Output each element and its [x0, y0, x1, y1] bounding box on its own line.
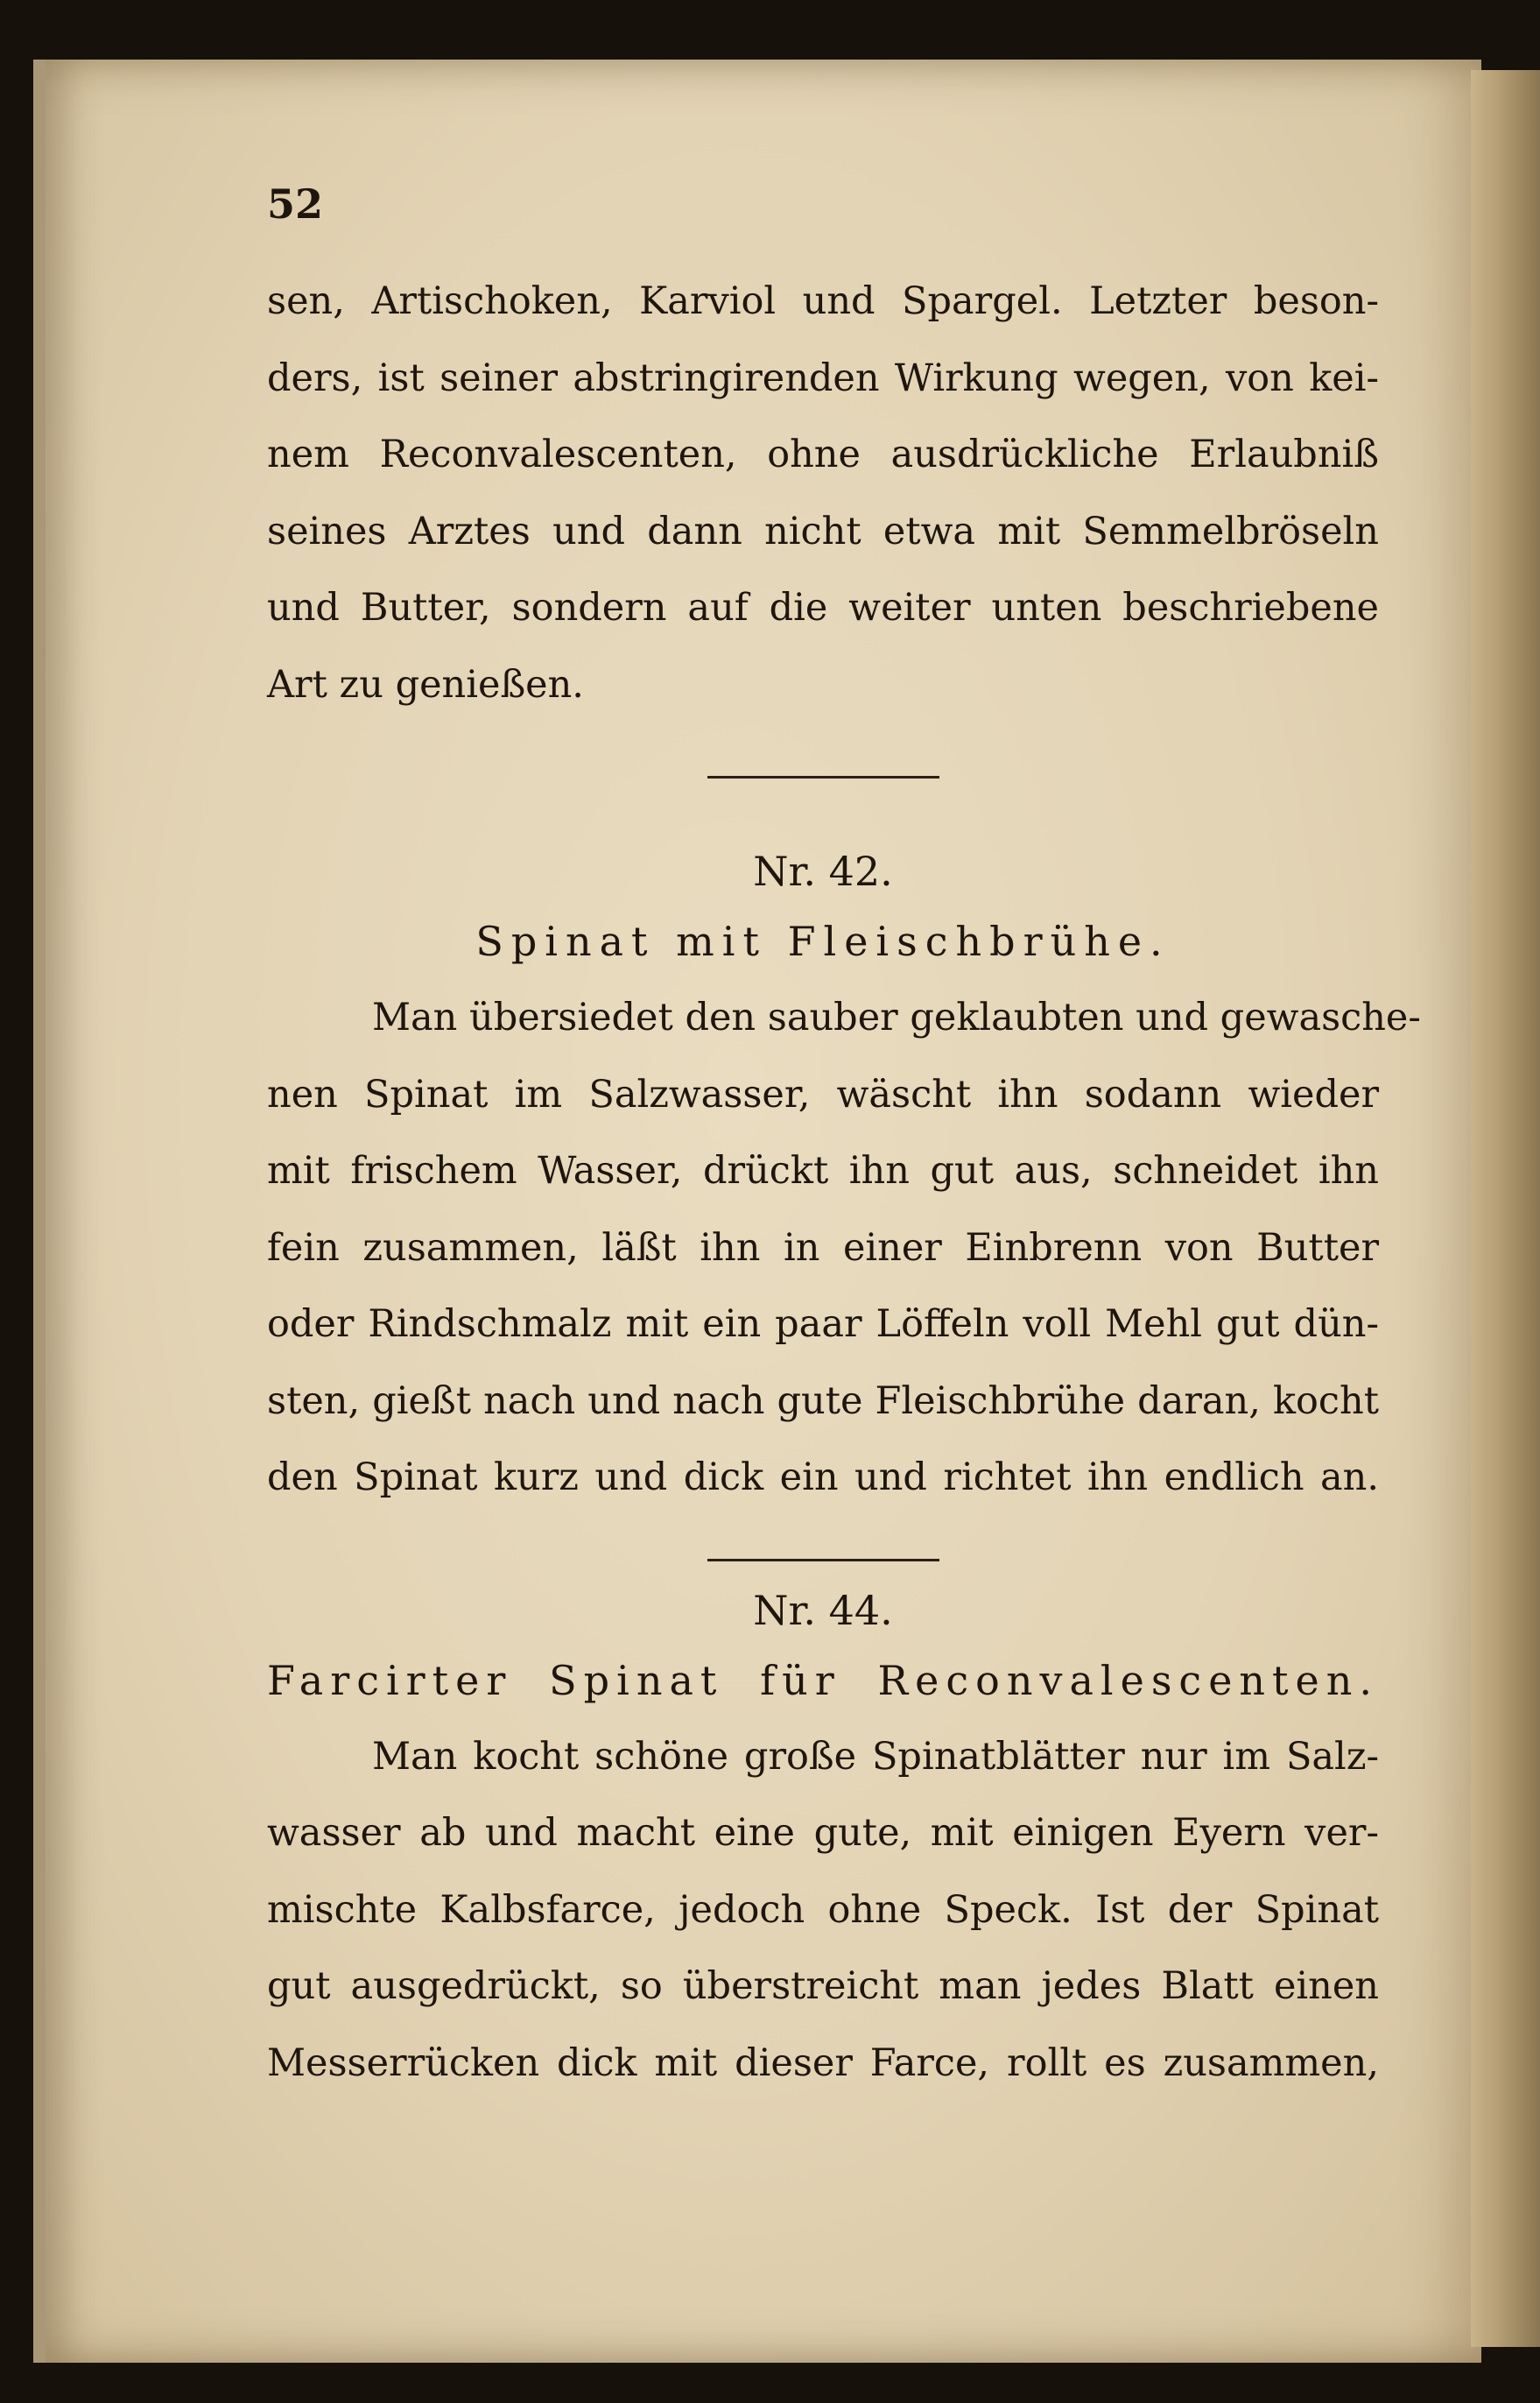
page-edge: [1471, 70, 1540, 2347]
recipe-section-44: [267, 1579, 1379, 2103]
text-line: nem Reconvalescenten, ohne ausdrückliche Erlaubniß: [267, 433, 1379, 476]
text-line: oder Rindschmalz mit ein paar Löffeln voll Mehl gut dün-: [267, 1302, 1379, 1346]
section-divider: [707, 776, 939, 779]
text-line: seines Arztes und dann nicht etwa mit Semmelbröseln: [267, 509, 1379, 553]
text-line: Messerrücken dick mit dieser Farce, rollt es zusammen,: [267, 2040, 1379, 2085]
page-number: 52: [267, 180, 324, 228]
text-line: gut ausgedrückt, so überstreicht man jedes Blatt einen: [267, 1964, 1379, 2008]
recipe-title: Farcirter Spinat für Reconvalescenten.: [267, 1656, 1379, 1704]
recipe-number: Nr. 42.: [753, 848, 893, 895]
text-line: wasser ab und macht eine gute, mit einigen Eyern ver-: [267, 1811, 1379, 1855]
text-line: sen, Artischoken, Karviol und Spargel. Letzter beson-: [267, 279, 1379, 323]
recipe-section-42: [267, 840, 1421, 1517]
recipe-title: Spinat mit Fleischbrühe.: [475, 918, 1171, 965]
text-line: und Butter, sondern auf die weiter unten beschriebene: [267, 586, 1379, 630]
paragraph-continuation: [267, 264, 1379, 723]
page-text: [267, 180, 1421, 2102]
text-line: mit frischem Wasser, drückt ihn gut aus, schneidet ihn: [267, 1149, 1379, 1193]
text-line: mischte Kalbsfarce, jedoch ohne Speck. Ist der Spinat: [267, 1887, 1379, 1932]
recipe-number: Nr. 44.: [753, 1586, 893, 1634]
text-line: Man kocht schöne große Spinatblätter nur im Salz-: [372, 1734, 1379, 1779]
section-divider: [707, 1559, 939, 1561]
text-line: sten, gießt nach und nach gute Fleischbrühe daran, kocht: [267, 1378, 1379, 1423]
text-line: fein zusammen, läßt ihn in einer Einbrenn von Butter: [267, 1225, 1379, 1270]
text-line: nen Spinat im Salzwasser, wäscht ihn sodann wieder: [267, 1072, 1379, 1117]
text-line: Man übersiedet den sauber geklaubten und gewasche-: [372, 996, 1421, 1039]
text-line: ders, ist seiner abstringirenden Wirkung wegen, von kei-: [267, 356, 1379, 400]
text-line: den Spinat kurz und dick ein und richtet ihn endlich an.: [267, 1455, 1379, 1499]
text-line: Art zu genießen.: [267, 662, 584, 707]
